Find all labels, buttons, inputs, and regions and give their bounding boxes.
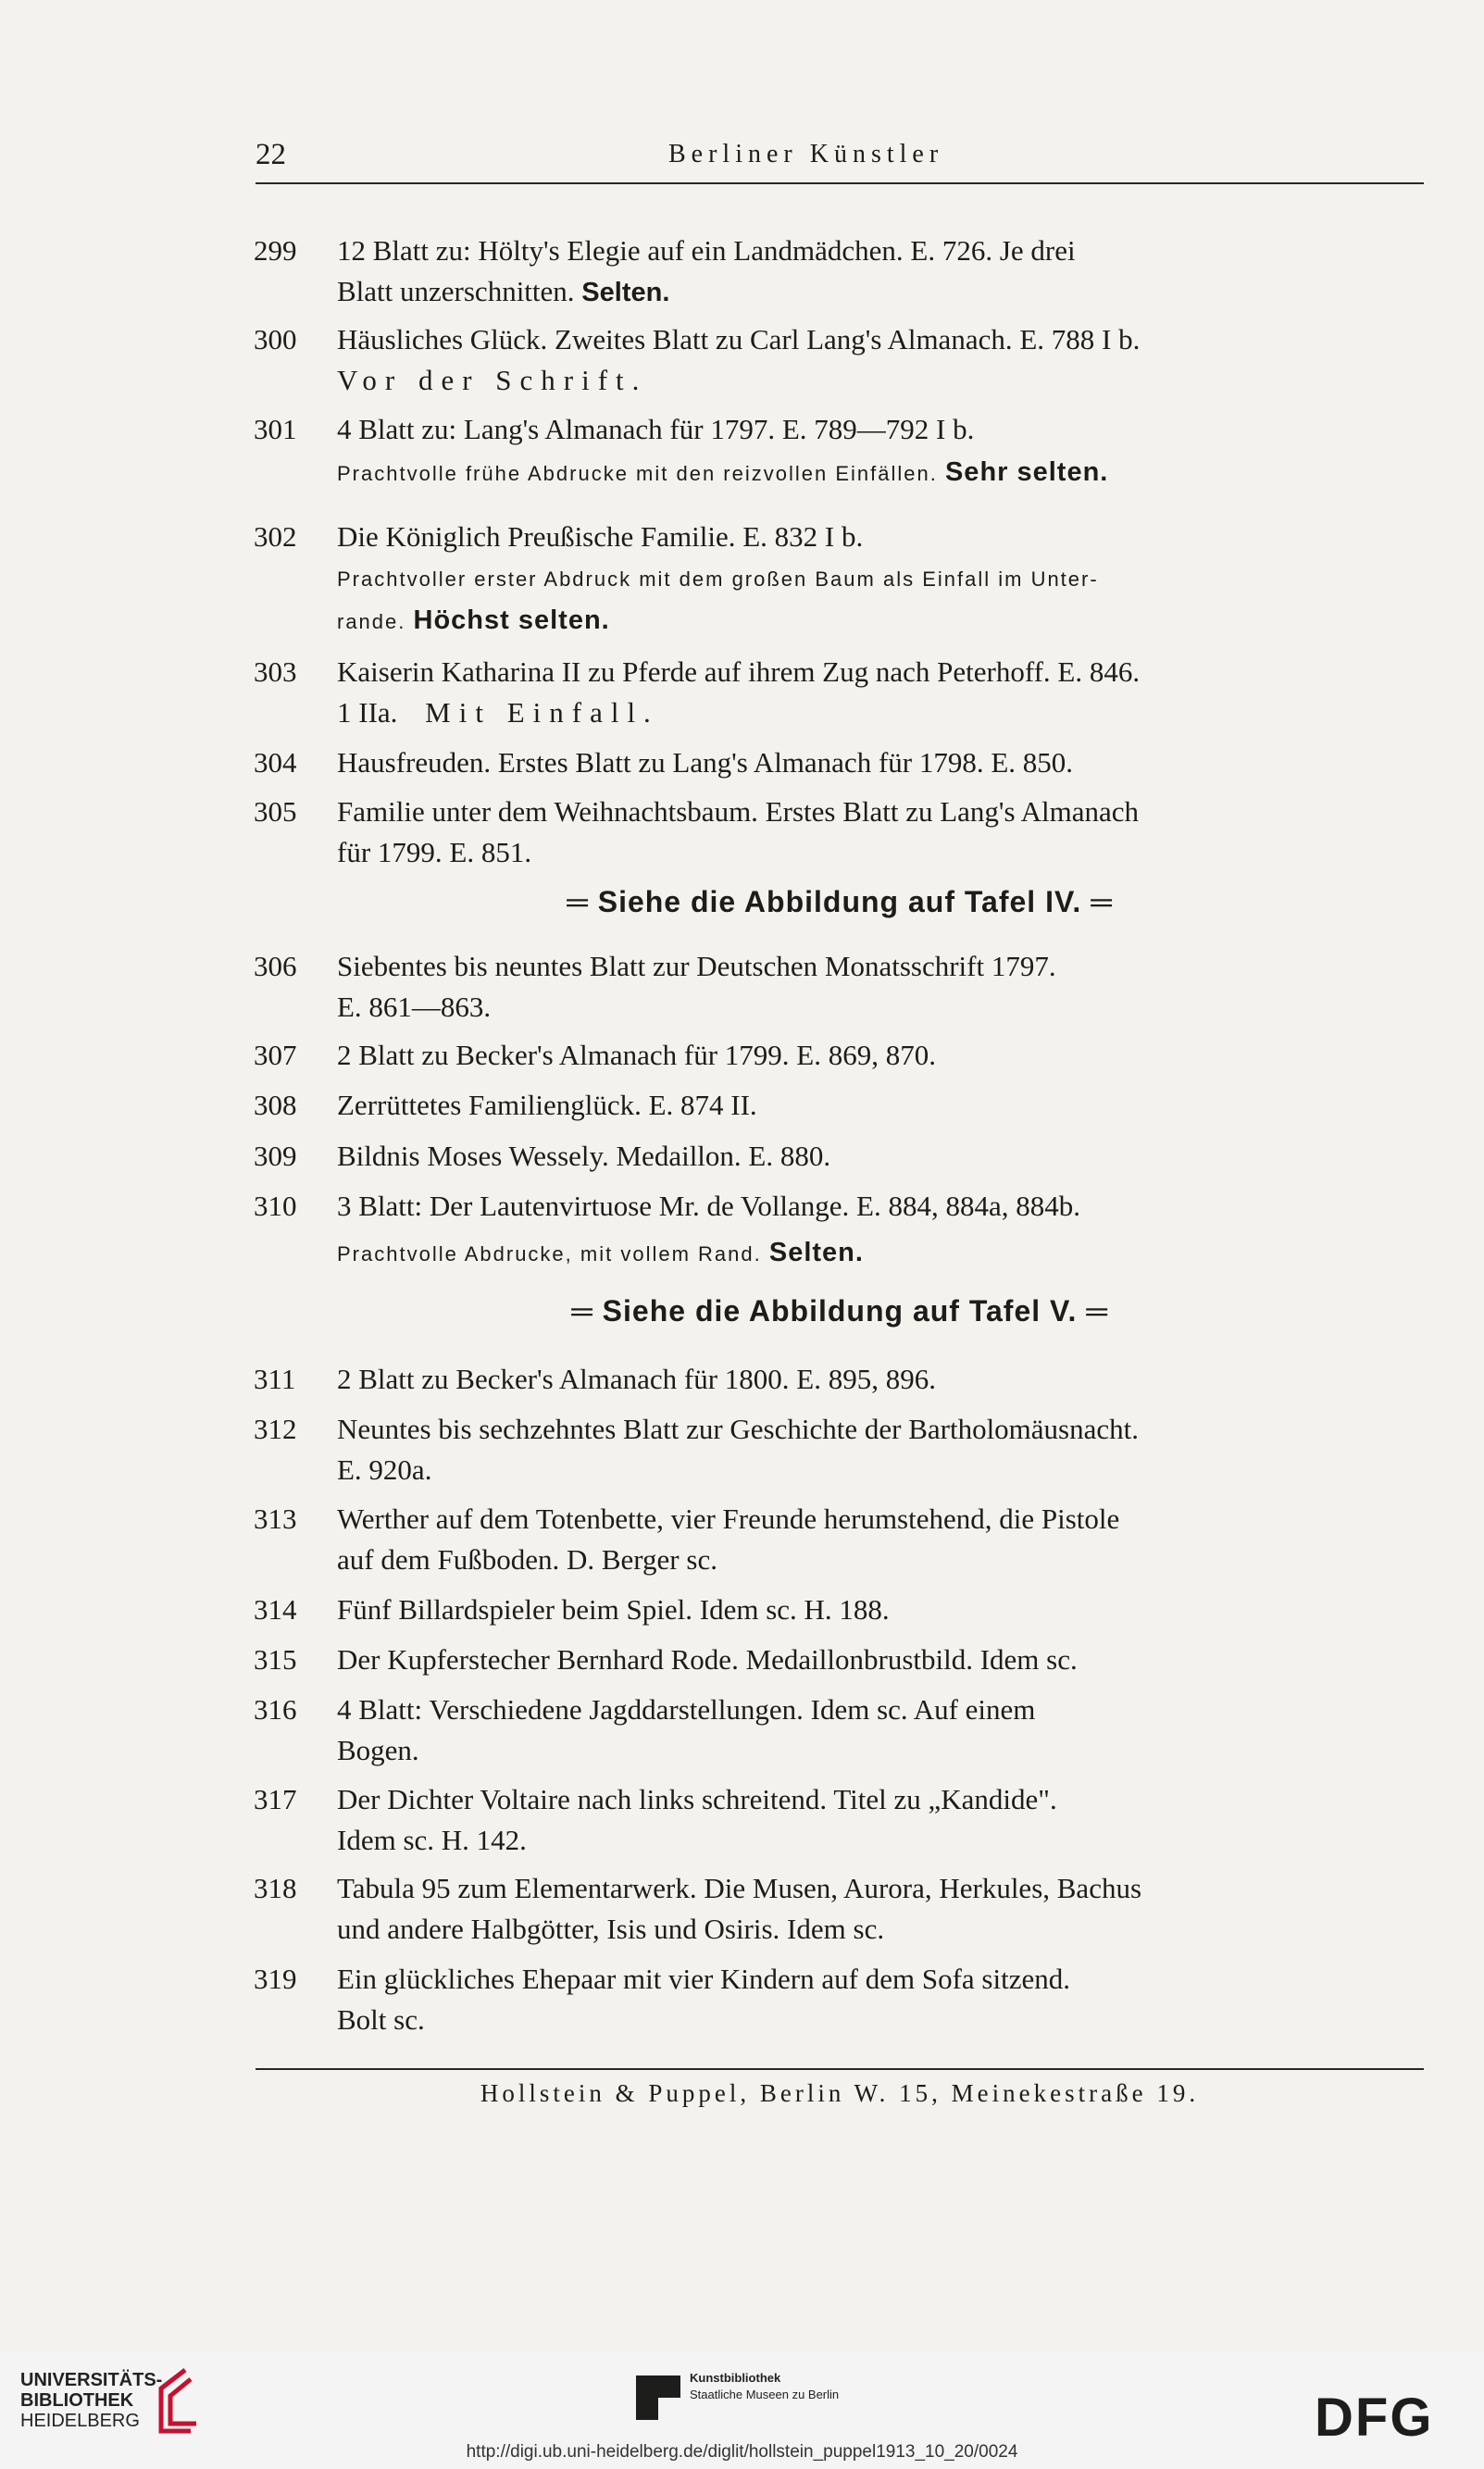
entry-line: Häusliches Glück. Zweites Blatt zu Carl Lang's Almanach. E. 788 I b. [337,323,1141,355]
entry-text [337,1959,1426,2040]
permalink-url[interactable]: http://digi.ub.uni-heidelberg.de/diglit/hollstein_puppel1913_10_20/0024 [466,2442,1018,2462]
entry-line: Ein glückliches Ehepaar mit vier Kindern auf dem Sofa sitzend. [337,1963,1070,1995]
entry-text: 3 Blatt: Der Lautenvirtuose Mr. de Vollange. E. 884, 884a, 884b. [337,1190,1081,1222]
entry-line: 1 IIa. [337,696,398,729]
state-note: Mit Einfall. [425,696,659,729]
entry-text: Der Kupferstecher Bernhard Rode. Medaillonbrustbild. Idem sc. [337,1643,1078,1676]
entry-number: 301 [254,413,297,445]
page-number: 22 [256,138,286,171]
rarity-mark: Selten. [581,278,670,307]
note-text: Prachtvoller erster Abdruck mit dem großen Baum als Einfall im Unter- [337,567,1099,591]
header-rule [256,182,1424,184]
entry-line: für 1799. E. 851. [337,836,532,868]
entry-text [337,1499,1426,1580]
entry-text: Zerrüttetes Familienglück. E. 874 II. [337,1089,757,1121]
ub-emblem-icon [148,2366,204,2438]
ub-logo-line: UNIVERSITÄTS- [20,2370,163,2390]
entry-number: 299 [254,234,297,267]
entry-number: 305 [254,795,297,828]
entry-text: 4 Blatt zu: Lang's Almanach für 1797. E. 789—792 I b. [337,413,975,445]
entry-line: E. 920a. [337,1453,432,1486]
entry-text: 2 Blatt zu Becker's Almanach für 1799. E. 869, 870. [337,1039,936,1071]
entry-number: 302 [254,520,297,553]
entry-text [337,652,1426,733]
entry-text: Fünf Billardspieler beim Spiel. Idem sc. H. 188. [337,1593,890,1626]
entry-number: 311 [254,1363,296,1395]
entry-number: 300 [254,323,297,355]
entry-text: Die Königlich Preußische Familie. E. 832 I b. [337,520,864,553]
entry-text [337,1779,1426,1861]
publisher-imprint: Hollstein & Puppel, Berlin W. 15, Meinekestraße 19. [480,2079,1200,2107]
entry-line: Der Dichter Voltaire nach links schreitend. Titel zu „Kandide". [337,1783,1057,1815]
entry-text [337,792,1426,873]
footer-rule [256,2068,1424,2070]
entry-number: 316 [254,1693,297,1726]
entry-number: 319 [254,1963,297,1995]
note-text: Prachtvolle frühe Abdrucke mit den reizvollen Einfällen. [337,462,938,485]
entry-line: Werther auf dem Totenbette, vier Freunde herumstehend, die Pistole [337,1503,1120,1535]
entry-text [337,1868,1426,1950]
dfg-logo[interactable]: DFG [1315,2388,1434,2448]
entry-number: 310 [254,1190,297,1222]
entry-text: Bildnis Moses Wessely. Medaillon. E. 880. [337,1140,831,1172]
entry-line: Neuntes bis sechzehntes Blatt zur Geschichte der Bartholomäusnacht. [337,1413,1140,1445]
entry-line: Bogen. [337,1734,419,1766]
kunstbibliothek-icon [630,2370,686,2425]
kunstbibliothek-logo[interactable] [690,2370,839,2403]
entry-number: 314 [254,1593,297,1626]
plate-reference-v: ═ Siehe die Abbildung auf Tafel V. ═ [571,1294,1108,1328]
entry-number: 306 [254,950,297,982]
note-text: rande. [337,610,406,633]
entry-text: Hausfreuden. Erstes Blatt zu Lang's Almanach für 1798. E. 850. [337,746,1074,779]
rarity-mark: Selten. [768,1238,864,1267]
entry-note [337,452,1426,494]
running-head: Berliner Künstler [668,140,944,168]
entry-number: 317 [254,1783,297,1815]
entry-number: 308 [254,1089,297,1121]
rarity-mark: Höchst selten. [413,605,610,635]
entry-line: Familie unter dem Weihnachtsbaum. Erstes Blatt zu Lang's Almanach [337,795,1140,828]
entry-text [337,231,1426,313]
ub-heidelberg-logo[interactable] [20,2370,162,2431]
entry-text [337,319,1426,401]
note-text: Prachtvolle Abdrucke, mit vollem Rand. [337,1242,762,1266]
entry-number: 312 [254,1413,297,1445]
ub-logo-line: HEIDELBERG [20,2411,140,2431]
entry-number: 303 [254,655,297,688]
entry-text [337,946,1426,1028]
entry-line: Kaiserin Katharina II zu Pferde auf ihrem Zug nach Peterhoff. E. 846. [337,655,1141,688]
entry-line: Idem sc. H. 142. [337,1824,527,1856]
kb-logo-line: Kunstbibliothek [690,2371,781,2385]
entry-number: 318 [254,1872,297,1904]
entry-line: E. 861—863. [337,991,492,1023]
plate-reference-iv: ═ Siehe die Abbildung auf Tafel IV. ═ [567,885,1113,918]
entry-note [337,1232,1426,1275]
state-note: Vor der Schrift. [337,364,648,396]
rarity-mark: Sehr selten. [944,457,1109,487]
entry-line: Bolt sc. [337,2003,425,2036]
entry-number: 315 [254,1643,297,1676]
entry-line: 4 Blatt: Verschiedene Jagddarstellungen. Idem sc. Auf einem [337,1693,1036,1726]
ub-logo-line: BIBLIOTHEK [20,2390,134,2411]
entry-note [337,559,1426,642]
entry-number: 313 [254,1503,297,1535]
entry-number: 307 [254,1039,297,1071]
entry-number: 309 [254,1140,297,1172]
entry-line: Tabula 95 zum Elementarwerk. Die Musen, Aurora, Herkules, Bachus [337,1872,1142,1904]
entry-line: und andere Halbgötter, Isis und Osiris. Idem sc. [337,1913,885,1945]
entry-line: Siebentes bis neuntes Blatt zur Deutschen Monatsschrift 1797. [337,950,1056,982]
entry-text [337,1690,1426,1771]
entry-text [337,1409,1426,1490]
entry-line: Blatt unzerschnitten. [337,275,575,307]
kb-logo-line: Staatliche Museen zu Berlin [690,2388,840,2401]
entry-line: auf dem Fußboden. D. Berger sc. [337,1543,717,1576]
entry-line: 12 Blatt zu: Hölty's Elegie auf ein Landmädchen. E. 726. Je drei [337,234,1076,267]
entry-text: 2 Blatt zu Becker's Almanach für 1800. E. 895, 896. [337,1363,936,1395]
entry-number: 304 [254,746,297,779]
